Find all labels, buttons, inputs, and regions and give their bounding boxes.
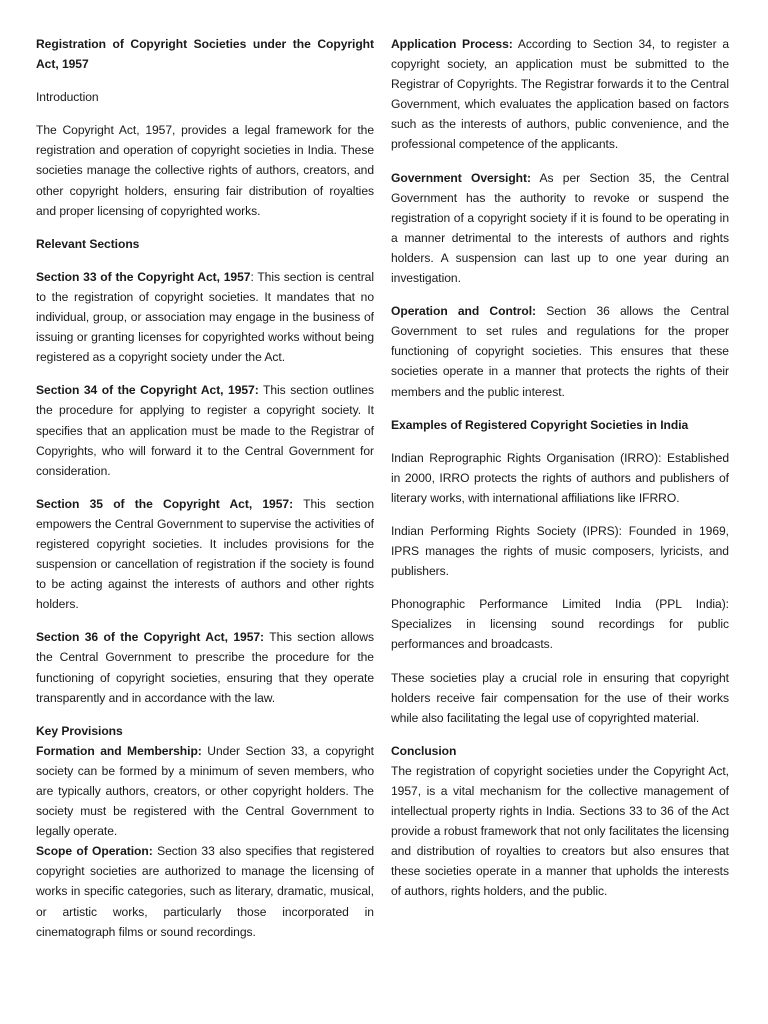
examples-summary: These societies play a crucial role in ensuring that copyright holders receive fair compensation for the use of their works while also facilitating the legal use of copyrighted material.: [391, 670, 729, 725]
conclusion-paragraph: The registration of copyright societies under the Copyright Act, 1957, is a vital mechanism for the collective management of intellectual property rights in India. Sections 33 to 36 of the Act provide a robust framework that not only facilitates the licensing and distribution of royalties to creators but also ensures that these societies operate in a manner that upholds the interests of authors, rights holders, and the public.: [391, 763, 729, 899]
operation-control-text: Section 36 allows the Central Government to set rules and regulations for the proper functioning of copyright societies. This ensures that these societies operate in a manner that protects the rights of their members and the public interest.: [391, 304, 729, 399]
section-35-label: Section 35 of the Copyright Act, 1957:: [36, 496, 294, 511]
section-35-separator: [293, 497, 303, 511]
right-column: [391, 34, 729, 915]
formation-membership-label: Formation and Membership:: [36, 743, 202, 758]
section-34-paragraph: [36, 380, 374, 480]
operation-control-paragraph: [391, 301, 729, 401]
government-oversight-separator: [531, 171, 540, 185]
examples-heading: Examples of Registered Copyright Societies in India: [391, 417, 689, 432]
government-oversight-label: Government Oversight:: [391, 170, 531, 185]
section-36-paragraph: [36, 627, 374, 707]
section-33-separator: :: [250, 269, 258, 284]
scope-operation-label: Scope of Operation:: [36, 844, 153, 859]
government-oversight-paragraph: [391, 168, 729, 289]
formation-membership-paragraph: [36, 741, 374, 841]
section-35-paragraph: [36, 494, 374, 615]
section-36-label: Section 36 of the Copyright Act, 1957:: [36, 630, 265, 645]
section-36-text: This section allows the Central Government to prescribe the procedure for the functioning of copyright societies, ensuring that they operate transparently and in accordance with the law.: [36, 630, 374, 705]
key-provisions-heading: Key Provisions: [36, 723, 123, 738]
scope-operation-paragraph: [36, 841, 374, 941]
relevant-sections-heading: Relevant Sections: [36, 236, 140, 251]
example-ppl: Phonographic Performance Limited India (PPL India): Specializes in licensing sound recordings for public performances and broadcasts.: [391, 597, 729, 652]
section-33-text: This section is central to the registration of copyright societies. It mandates that no individual, group, or association may engage in the business of issuing or granting licenses for copyrighted works without being registered as a copyright society under the Act.: [36, 269, 374, 365]
example-irro: Indian Reprographic Rights Organisation (IRRO): Established in 2000, IRRO protects the rights of authors and publishers of literary works, with international affiliations like IFRRO.: [391, 450, 729, 505]
government-oversight-text: As per Section 35, the Central Government has the authority to revoke or suspend the registration of a copyright society if it is found to be operating in a manner detrimental to the interests of authors and rights holders. A suspension can last up to one year during an investigation.: [391, 170, 729, 286]
left-column: [36, 34, 374, 955]
section-35-text: This section empowers the Central Government to supervise the activities of registered copyright societies. It includes provisions for the suspension or cancellation of registration if the society is found to be acting against the interests of authors and other rights holders.: [36, 496, 374, 612]
introduction-heading: Introduction: [36, 90, 99, 105]
introduction-paragraph: The Copyright Act, 1957, provides a legal framework for the registration and operation of copyright societies in India. These societies manage the collective rights of authors, creators, and other copyright holders, ensuring fair distribution of royalties and proper licensing of copyrighted works.: [36, 123, 374, 218]
document-title: Registration of Copyright Societies under the Copyright Act, 1957: [36, 37, 374, 72]
example-iprs: Indian Performing Rights Society (IPRS): Founded in 1969, IPRS manages the rights of music composers, lyricists, and publishers.: [391, 523, 729, 579]
formation-membership-text: Under Section 33, a copyright society can be formed by a minimum of seven members, who are typically authors, creators, or other copyright holders. The society must be registered with the Central Government to legally operate.: [36, 743, 374, 839]
section-34-label: Section 34 of the Copyright Act, 1957:: [36, 383, 259, 398]
section-33-label: Section 33 of the Copyright Act, 1957: [36, 269, 251, 284]
section-33-paragraph: [36, 267, 374, 367]
application-process-text: According to Section 34, to register a copyright society, an application must be submitted to the Registrar of Copyrights. The Registrar forwards it to the Central Government, which evaluates the application based on factors such as the interests of authors, public convenience, and the professional competence of the applicants.: [391, 37, 729, 152]
scope-operation-text: Section 33 also specifies that registered copyright societies are authorized to manage the licensing of works in specific categories, such as literary, dramatic, musical, or artistic works, particularly those incorporated in cinematograph films or sound recordings.: [36, 844, 374, 939]
operation-control-label: Operation and Control:: [391, 304, 537, 319]
conclusion-heading: Conclusion: [391, 743, 457, 758]
operation-control-separator: [536, 304, 546, 318]
section-34-text: This section outlines the procedure for applying to register a copyright society. It specifies that an application must be made to the Registrar of Copyrights, who will forward it to the Central Government for consideration.: [36, 383, 374, 478]
application-process-paragraph: [391, 34, 729, 155]
application-process-label: Application Process:: [391, 37, 513, 51]
